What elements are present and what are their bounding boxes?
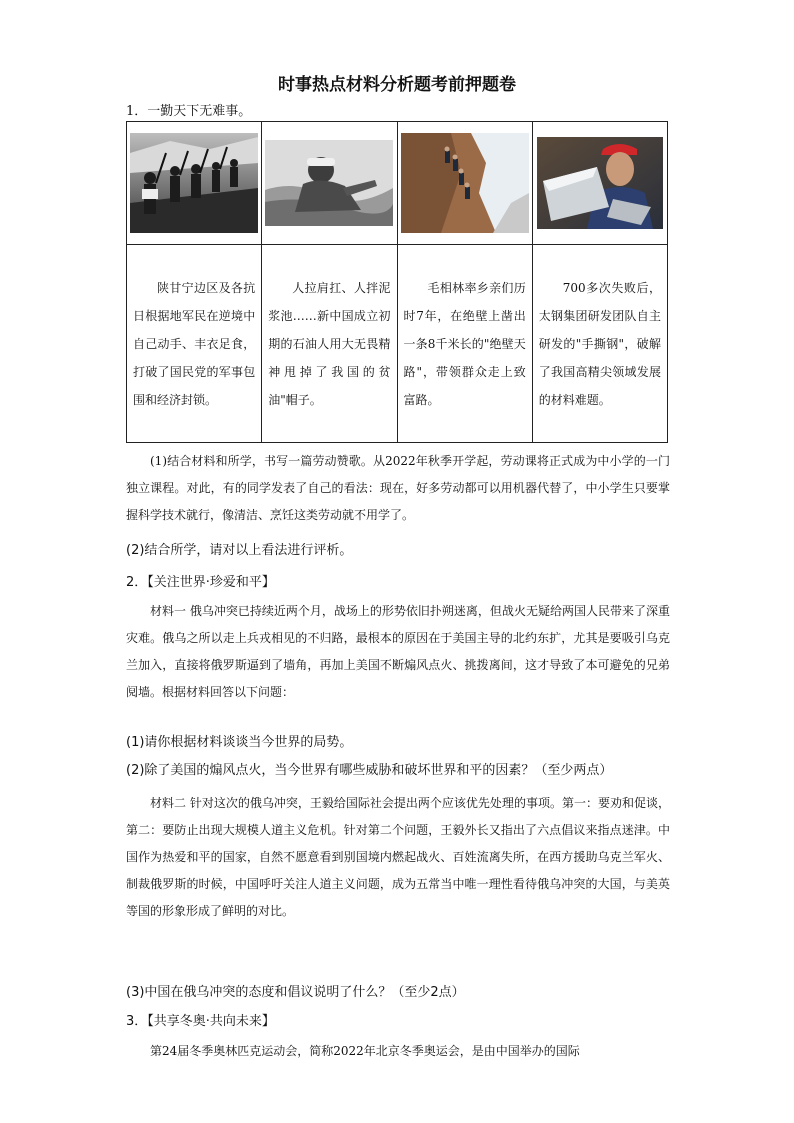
q2-heading: 2．【关注世界·珍爱和平】 <box>126 575 275 590</box>
q1-heading: 1．一勤天下无难事。 <box>126 104 252 119</box>
q1-material-table <box>126 121 668 443</box>
material-cell-1: 陕甘宁边区及各抗日根据地军民在逆境中自己动手、丰衣足食，打破了国民党的军事包围和经济封锁。 <box>127 245 262 443</box>
q2-material-2: 材料二 针对这次的俄乌冲突，王毅给国际社会提出两个应该优先处理的事项。第一：要劝和促谈，第二：要防止出现大规模人道主义危机。针对第二个问题，王毅外长又指出了六点倡议来指点迷津。中国作为热爱和平的国家，自然不愿意看到别国境内燃起战火、百姓流离失所，在西方援助乌克兰军火、制裁俄罗斯的时候，中国呼吁关注人道主义问题，成为五常当中唯一理性看待俄乌冲突的大国，与美英等国的形象形成了鲜明的对比。 <box>126 796 670 918</box>
q1-subquestion-1: (1)结合材料和所学，书写一篇劳动赞歌。从2022年秋季开学起，劳动课将正式成为中小学的一门独立课程。对此，有的同学发表了自己的看法：现在，好多劳动都可以用机器代替了，中小学生只要掌握科学技术就行，像清洁、烹饪这类劳动就不用学了。 <box>126 454 670 522</box>
material-cell-4: 700多次失败后，太钢集团研发团队自主研发的"手撕钢"，破解了我国高精尖领域发展的材料难题。 <box>532 245 667 443</box>
q3-heading: 3．【共享冬奥·共向未来】 <box>126 1014 275 1029</box>
photo-cell-1 <box>127 122 262 245</box>
q1-subquestion-2: (2)结合所学，请对以上看法进行评析。 <box>126 543 353 558</box>
q2-material-1: 材料一 俄乌冲突已持续近两个月，战场上的形势依旧扑朔迷离，但战火无疑给两国人民带来了深重灾难。俄乌之所以走上兵戎相见的不归路，最根本的原因在于美国主导的北约东扩，尤其是要吸引乌克兰加入，直接将俄罗斯逼到了墙角，再加上美国不断煽风点火、挑拨离间，这才导致了本可避免的兄弟阋墙。根据材料回答以下问题： <box>126 604 670 699</box>
soldiers-farming-photo <box>130 133 258 233</box>
steel-researcher-foil-photo <box>537 137 663 229</box>
photo-cell-3 <box>397 122 532 245</box>
page-title: 时事热点材料分析题考前押题卷 <box>278 75 516 95</box>
cliff-road-builders-photo <box>401 133 529 233</box>
q3-material-1: 第24届冬季奥林匹克运动会，简称2022年北京冬季奥运会，是由中国举办的国际 <box>150 1044 580 1058</box>
photo-cell-2 <box>262 122 397 245</box>
q2-subquestion-3: (3)中国在俄乌冲突的态度和倡议说明了什么？（至少2点） <box>126 985 465 1000</box>
photo-cell-4 <box>532 122 667 245</box>
oil-worker-in-mud-photo <box>265 140 393 226</box>
material-cell-3: 毛相林率乡亲们历时7年，在绝壁上凿出一条8千米长的"绝壁天路"，带领群众走上致富路。 <box>397 245 532 443</box>
q2-subquestion-2: (2)除了美国的煽风点火，当今世界有哪些威胁和破坏世界和平的因素？（至少两点） <box>126 763 613 778</box>
q2-subquestion-1: (1)请你根据材料谈谈当今世界的局势。 <box>126 735 353 750</box>
material-cell-2: 人拉肩扛、人拌泥浆池……新中国成立初期的石油人用大无畏精神甩掉了我国的贫油"帽子。 <box>262 245 397 443</box>
